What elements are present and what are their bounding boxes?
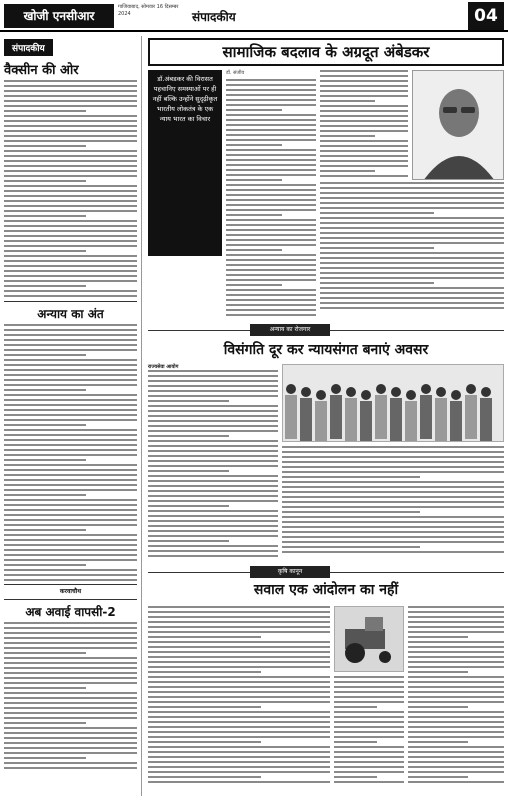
pull-quote: डॉ.अंबडकर की विरासत पहचानिए समस्याओं पर ही नहीं बल्कि उन्होंने सुदृढ़ीकृत भारतीय लोकतंत्र के एक न्याय भारत का विचार [148, 70, 222, 256]
section2-kicker: राज्यसेवा आयोग [148, 364, 179, 370]
tractor-image [334, 606, 404, 672]
sub-headline-1: अन्याय का अंत [4, 301, 137, 322]
sub-body-1 [4, 324, 137, 581]
brand-logo: खोजी एनसीआर [4, 4, 114, 28]
left-column [4, 36, 142, 796]
sub-headline-2: अब अवाई वापसी-2 [4, 599, 137, 620]
section3-column-1 [148, 606, 330, 796]
band-tag-1: अन्याय का रोजगार [250, 324, 330, 336]
section3-column-3 [334, 676, 404, 796]
editorial-headline: वैक्सीन की ओर [4, 63, 79, 78]
portrait-image [412, 70, 504, 180]
feature-column-1 [226, 70, 316, 320]
band-tag-2: कृषि कानून [250, 566, 330, 578]
section3-headline: सवाल एक आंदोलन का नहीं [253, 582, 399, 598]
section2-column-2 [282, 446, 504, 564]
section2-headline: विसंगति दूर कर न्यायसंगत बनाएं अवसर [223, 342, 429, 358]
section-tag: संपादकीय [4, 39, 53, 56]
feature-headline: सामाजिक बदलाव के अग्रदूत अंबेडकर [148, 38, 504, 66]
page-number: 04 [468, 2, 504, 30]
section2-column-1 [148, 364, 278, 564]
sub-tag-2: करवाचौथ [4, 584, 137, 595]
crowd-image [282, 364, 504, 442]
section3-column-2 [408, 606, 504, 796]
editorial-body [4, 80, 137, 297]
date-line: गाजियाबाद, सोमवार 16 दिसम्बर 2024 [118, 4, 179, 17]
section-title: संपादकीय [192, 10, 236, 24]
masthead [0, 0, 508, 32]
feature-column-3 [320, 182, 504, 322]
byline: डॉ. संजीव [226, 70, 245, 76]
sub-body-2 [4, 622, 137, 769]
